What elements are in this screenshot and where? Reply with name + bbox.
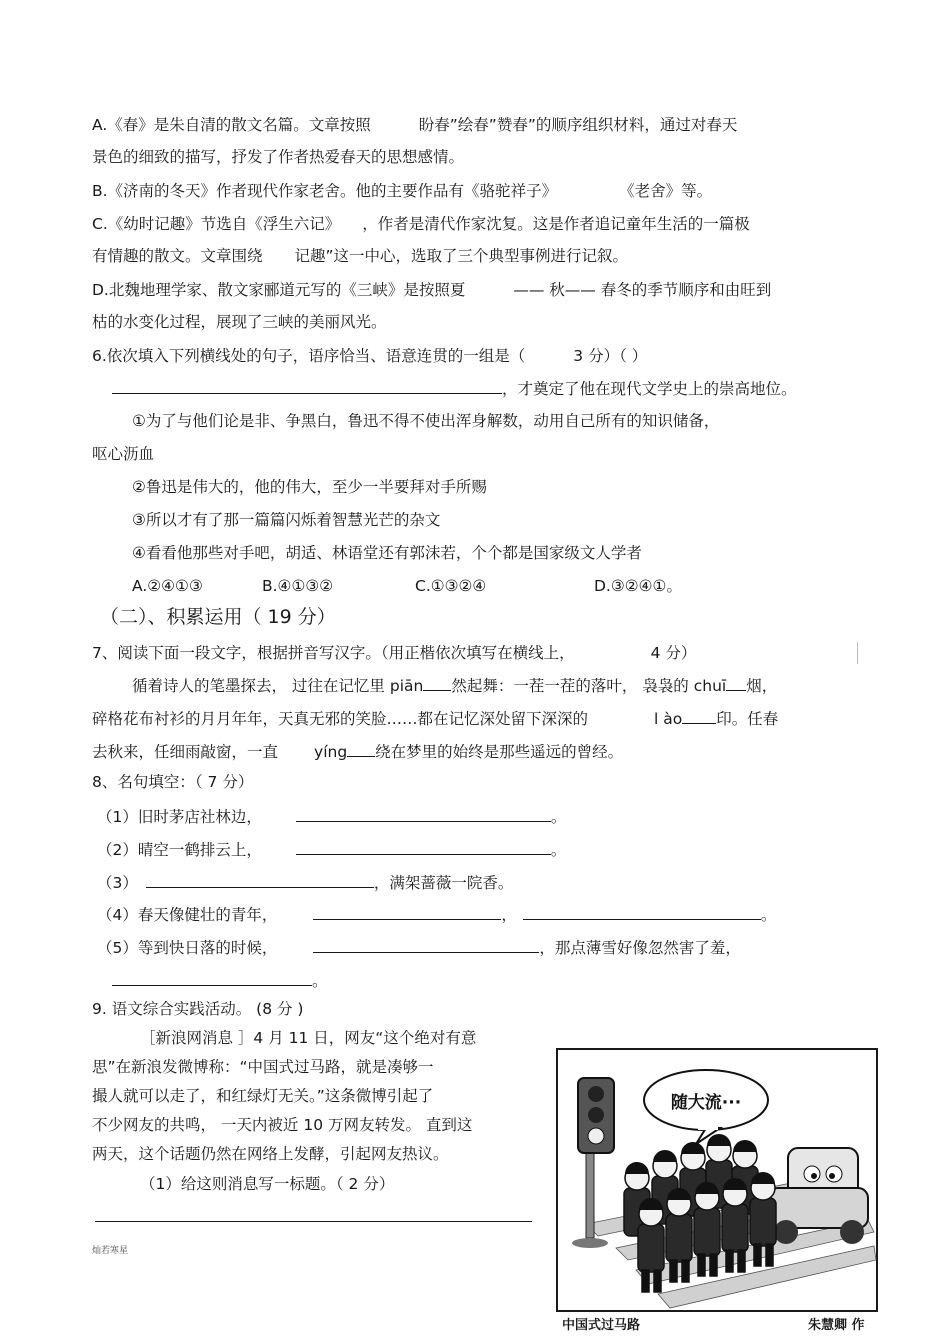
answer-blank[interactable] [112,377,502,394]
fill-item-3: （3） ，满架蔷薇一院香。 [97,871,513,894]
question-9-sub-1: （1）给这则消息写一标题。（ 2 分） [140,1175,395,1193]
option-a-line-1: A.《春》是朱自清的散文名篇。文章按照 盼春”绘春”赞春”的顺序组织材料，通过对春天 [92,116,738,134]
question-9-stem: 9. 语文综合实践活动。 (8 分 ) [92,1000,304,1018]
cartoon-caption-right: 朱慧卿 作 [808,1318,865,1333]
fill-blank-5b[interactable] [112,969,312,986]
news-line-2: 思”在新浪发微博称：“中国式过马路，就是凑够一 [92,1058,434,1076]
q7-paragraph-line-1: 循着诗人的笔墨探去， 过往在记忆里 piān 然起舞：一茬一茬的落叶， 袅袅的 chuī 烟， [132,674,777,697]
fill-blank-1[interactable] [296,805,551,822]
option-c-line-1: C.《幼时记趣》节选自《浮生六记》 ，作者是清代作家沈复。这是作者追记童年生活的一篇极 [92,215,750,233]
footer-text: 灿若寒星 [92,1246,129,1256]
section-2-heading: （二）、积累运用（ 19 分） [100,606,336,628]
news-line-5: 两天，这个话题仍然在网络上发酵，引起网友热议。 [92,1145,449,1163]
pinyin-blank-1[interactable] [423,674,451,691]
cartoon-illustration [556,1048,878,1334]
answer-line[interactable] [95,1221,532,1222]
option-d-line-2: 枯的水变化过程，展现了三峡的美丽风光。 [92,313,387,331]
option-a-line-2: 景色的细致的描写，抒发了作者热爱春天的思想感情。 [92,148,465,166]
question-7-stem: 7、阅读下面一段文字，根据拼音写汉字。（用正楷依次填写在横线上， 4 分） [92,644,697,662]
choice-d[interactable]: D.③②④①。 [594,577,682,595]
question-6-blank-line: ，才奠定了他在现代文学史上的崇高地位。 [112,377,797,400]
news-line-3: 撮人就可以走了，和红绿灯无关。”这条微博引起了 [92,1087,434,1105]
option-d-line-1: D.北魏地理学家、散文家郦道元写的《三峡》是按照夏 —— 秋—— 春冬的季节顺序和由旺到 [92,281,772,299]
choice-c[interactable]: C.①③②④ [415,577,487,595]
fill-blank-5a[interactable] [313,936,539,953]
fill-blank-4a[interactable] [313,903,501,920]
q7-paragraph-line-2: 碎格花布衬衫的月月年年，天真无邪的笑脸……都在记忆深处留下深深的 l ào 印。任春 [92,707,778,730]
news-line-4: 不少网友的共鸣， 一天内被近 10 万网友转发。 直到这 [92,1116,473,1134]
fill-blank-3[interactable] [146,871,374,888]
choice-a[interactable]: A.②④①③ [132,577,203,595]
cartoon-caption-left: 中国式过马路 [562,1318,641,1333]
fill-item-2: （2）晴空一鹤排云上， 。 [97,838,566,861]
pinyin-blank-4[interactable] [347,740,375,757]
option-c-line-2: 有情趣的散文。文章围绕 记趣”这一中心，选取了三个典型事例进行记叙。 [92,247,629,265]
sentence-3: ③所以才有了那一篇篇闪烁着智慧光芒的杂文 [132,511,441,529]
sentence-1: ①为了与他们论是非、争黑白，鲁迅不得不使出浑身解数，动用自己所有的知识储备， [132,412,720,430]
question-6-stem: 6.依次填入下列横线处的句子，语序恰当、语意连贯的一组是（ 3 分）（ ） [92,347,648,365]
pinyin-blank-3[interactable] [682,707,716,724]
news-line-1: ［新浪网消息 ］4 月 11 日，网友“这个绝对有意 [140,1029,477,1047]
fill-item-1: （1）旧时茅店社林边， 。 [97,805,566,828]
sentence-4: ④看看他那些对手吧，胡适、林语堂还有郭沫若，个个都是国家级文人学者 [132,544,642,562]
fill-item-4: （4）春天像健壮的青年， ， 。 [97,903,776,926]
option-b-line: B.《济南的冬天》作者现代作家老舍。他的主要作品有《骆驼祥子》 《老舍》等。 [92,182,713,200]
margin-mark [857,642,858,664]
bubble-text: 随大流··· [670,1093,742,1113]
sentence-1-cont: 呕心沥血 [92,445,155,463]
pinyin-blank-2[interactable] [726,674,746,691]
fill-blank-2[interactable] [296,838,551,855]
fill-item-5-cont: 。 [112,969,328,992]
question-8-stem: 8、名句填空：（ 7 分） [92,773,254,791]
sentence-2: ②鲁迅是伟大的，他的伟大，至少一半要拜对手所赐 [132,478,487,496]
fill-item-5: （5）等到快日落的时候， ，那点薄雪好像忽然害了羞， [97,936,741,959]
fill-blank-4b[interactable] [523,903,761,920]
choice-b[interactable]: B.④①③② [262,577,334,595]
q7-paragraph-line-3: 去秋来，任细雨敲窗，一直 yíng 绕在梦里的始终是那些遥远的曾经。 [92,740,623,763]
